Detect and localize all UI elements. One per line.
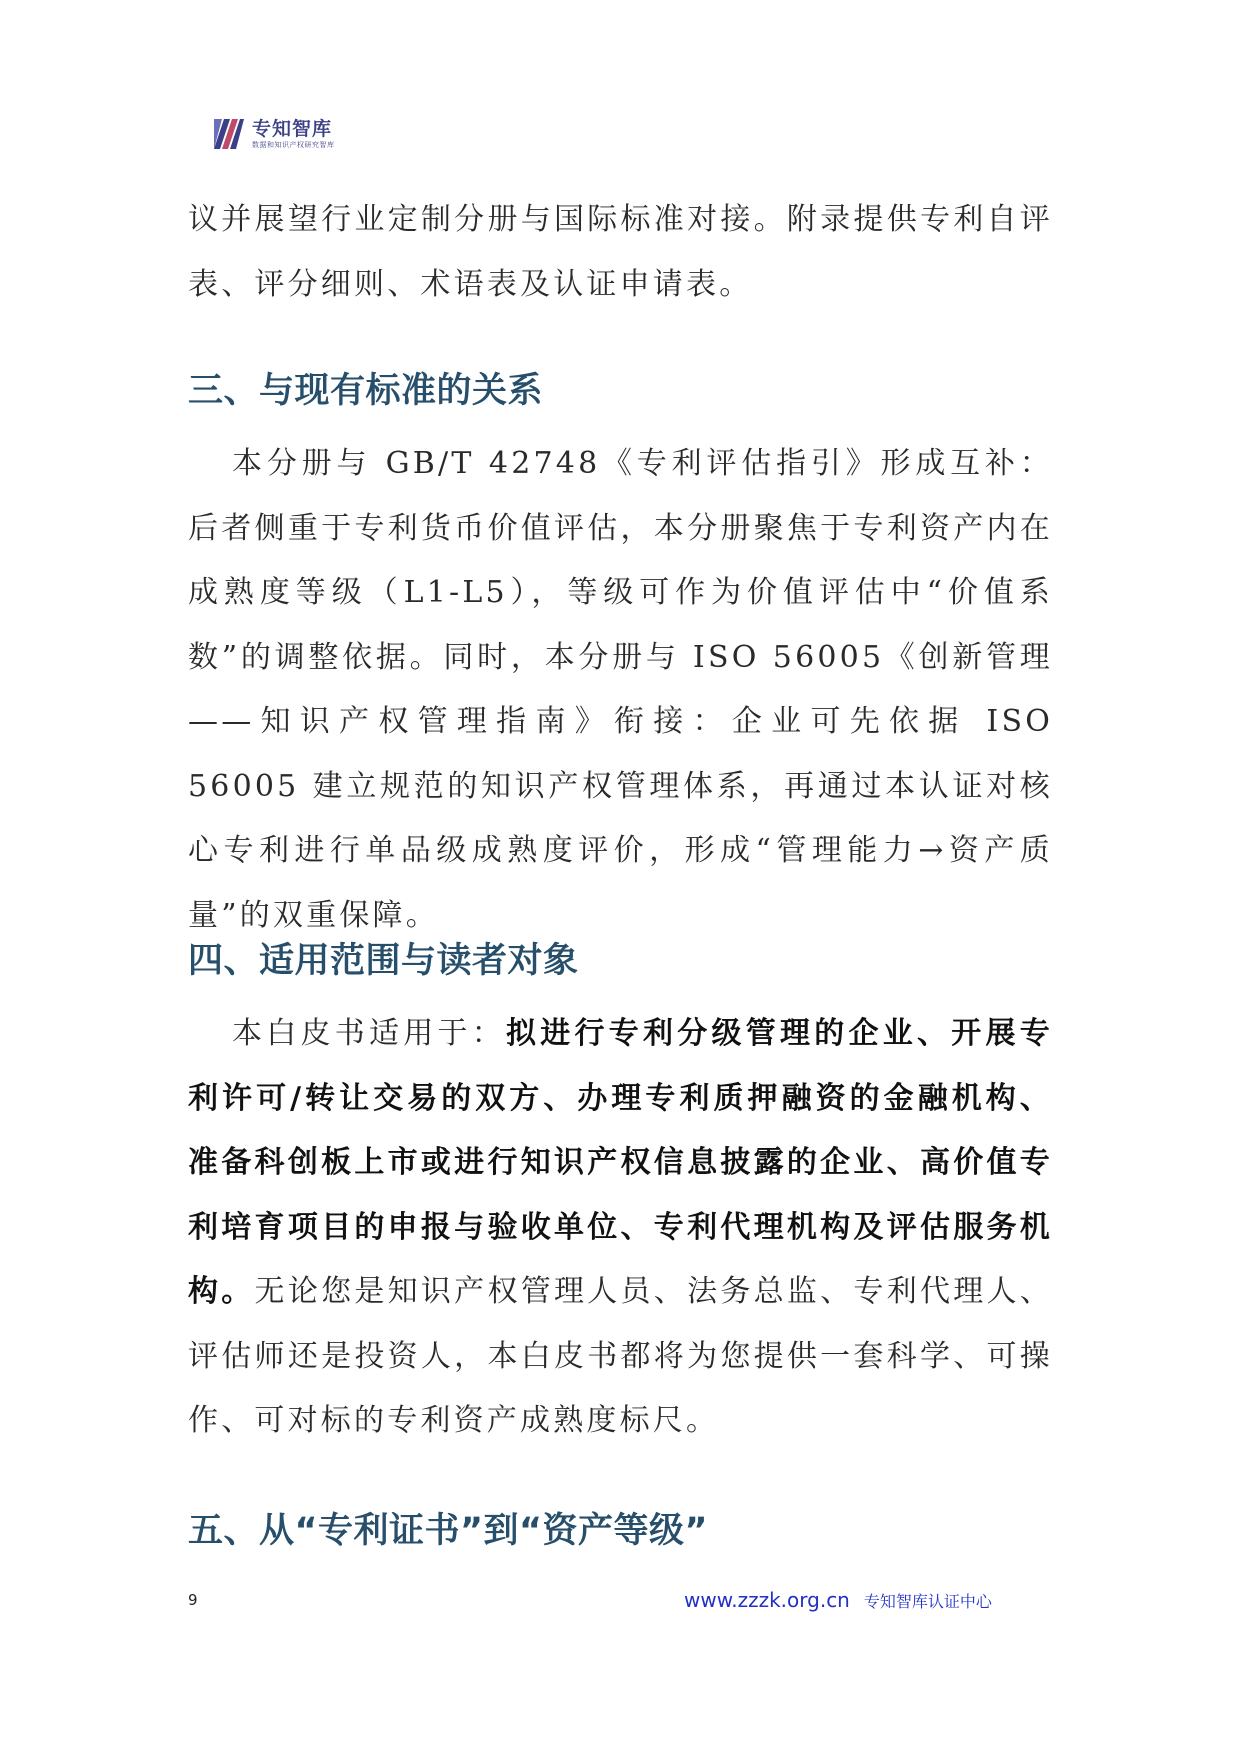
logo-subtitle: 数据和知识产权研究智库: [252, 141, 335, 149]
section-3-paragraph: 本分册与 GB/T 42748《专利评估指引》形成互补：后者侧重于专利货币价值评估，本分册聚焦于专利资产内在成熟度等级（L1-L5），等级可作为价值评估中“价值系数”的调整依据。同时，本分册与 ISO 56005《创新管理——知识产权管理指南》衔接：企业可先依据 ISO 56005 建立规范的知识产权管理体系，再通过本认证对核心专利进行单品级成熟度评价，形成“管理能力→资产质量”的双重保障。: [188, 446, 1053, 933]
logo-mark-icon: [212, 117, 244, 151]
footer-org: 专知智库认证中心: [863, 1592, 992, 1611]
page-number: 9: [188, 1591, 198, 1609]
footer-url-link[interactable]: www.zzzk.org.cn: [684, 1588, 850, 1612]
footer-right: [684, 1588, 992, 1612]
section-3-heading: 三、与现有标准的关系: [188, 371, 544, 411]
section-4-paragraph: [188, 1002, 1053, 1454]
section-4-heading: 四、适用范围与读者对象: [188, 941, 579, 981]
intro-paragraph: 议并展望行业定制分册与国际标准对接。附录提供专利自评表、评分细则、术语表及认证申请表。: [188, 202, 1053, 302]
section-5-heading: 五、从“专利证书”到“资产等级”: [188, 1511, 709, 1551]
section-4-lead: 本白皮书适用于：: [232, 1016, 507, 1051]
section-4-tail: 无论您是知识产权管理人员、法务总监、专利代理人、评估师还是投资人，本白皮书都将为您提供一套科学、可操作、可对标的专利资产成熟度标尺。: [188, 1274, 1053, 1438]
logo-name: 专知智库: [252, 118, 333, 140]
section-4-bold-text: 拟进行专利分级管理的企业、开展专利许可/转让交易的双方、办理专利质押融资的金融机构、准备科创板上市或进行知识产权信息披露的企业、高价值专利培育项目的申报与验收单位、专利代理机构及评估服务机构。: [188, 1016, 1053, 1309]
header-logo: [212, 114, 335, 154]
